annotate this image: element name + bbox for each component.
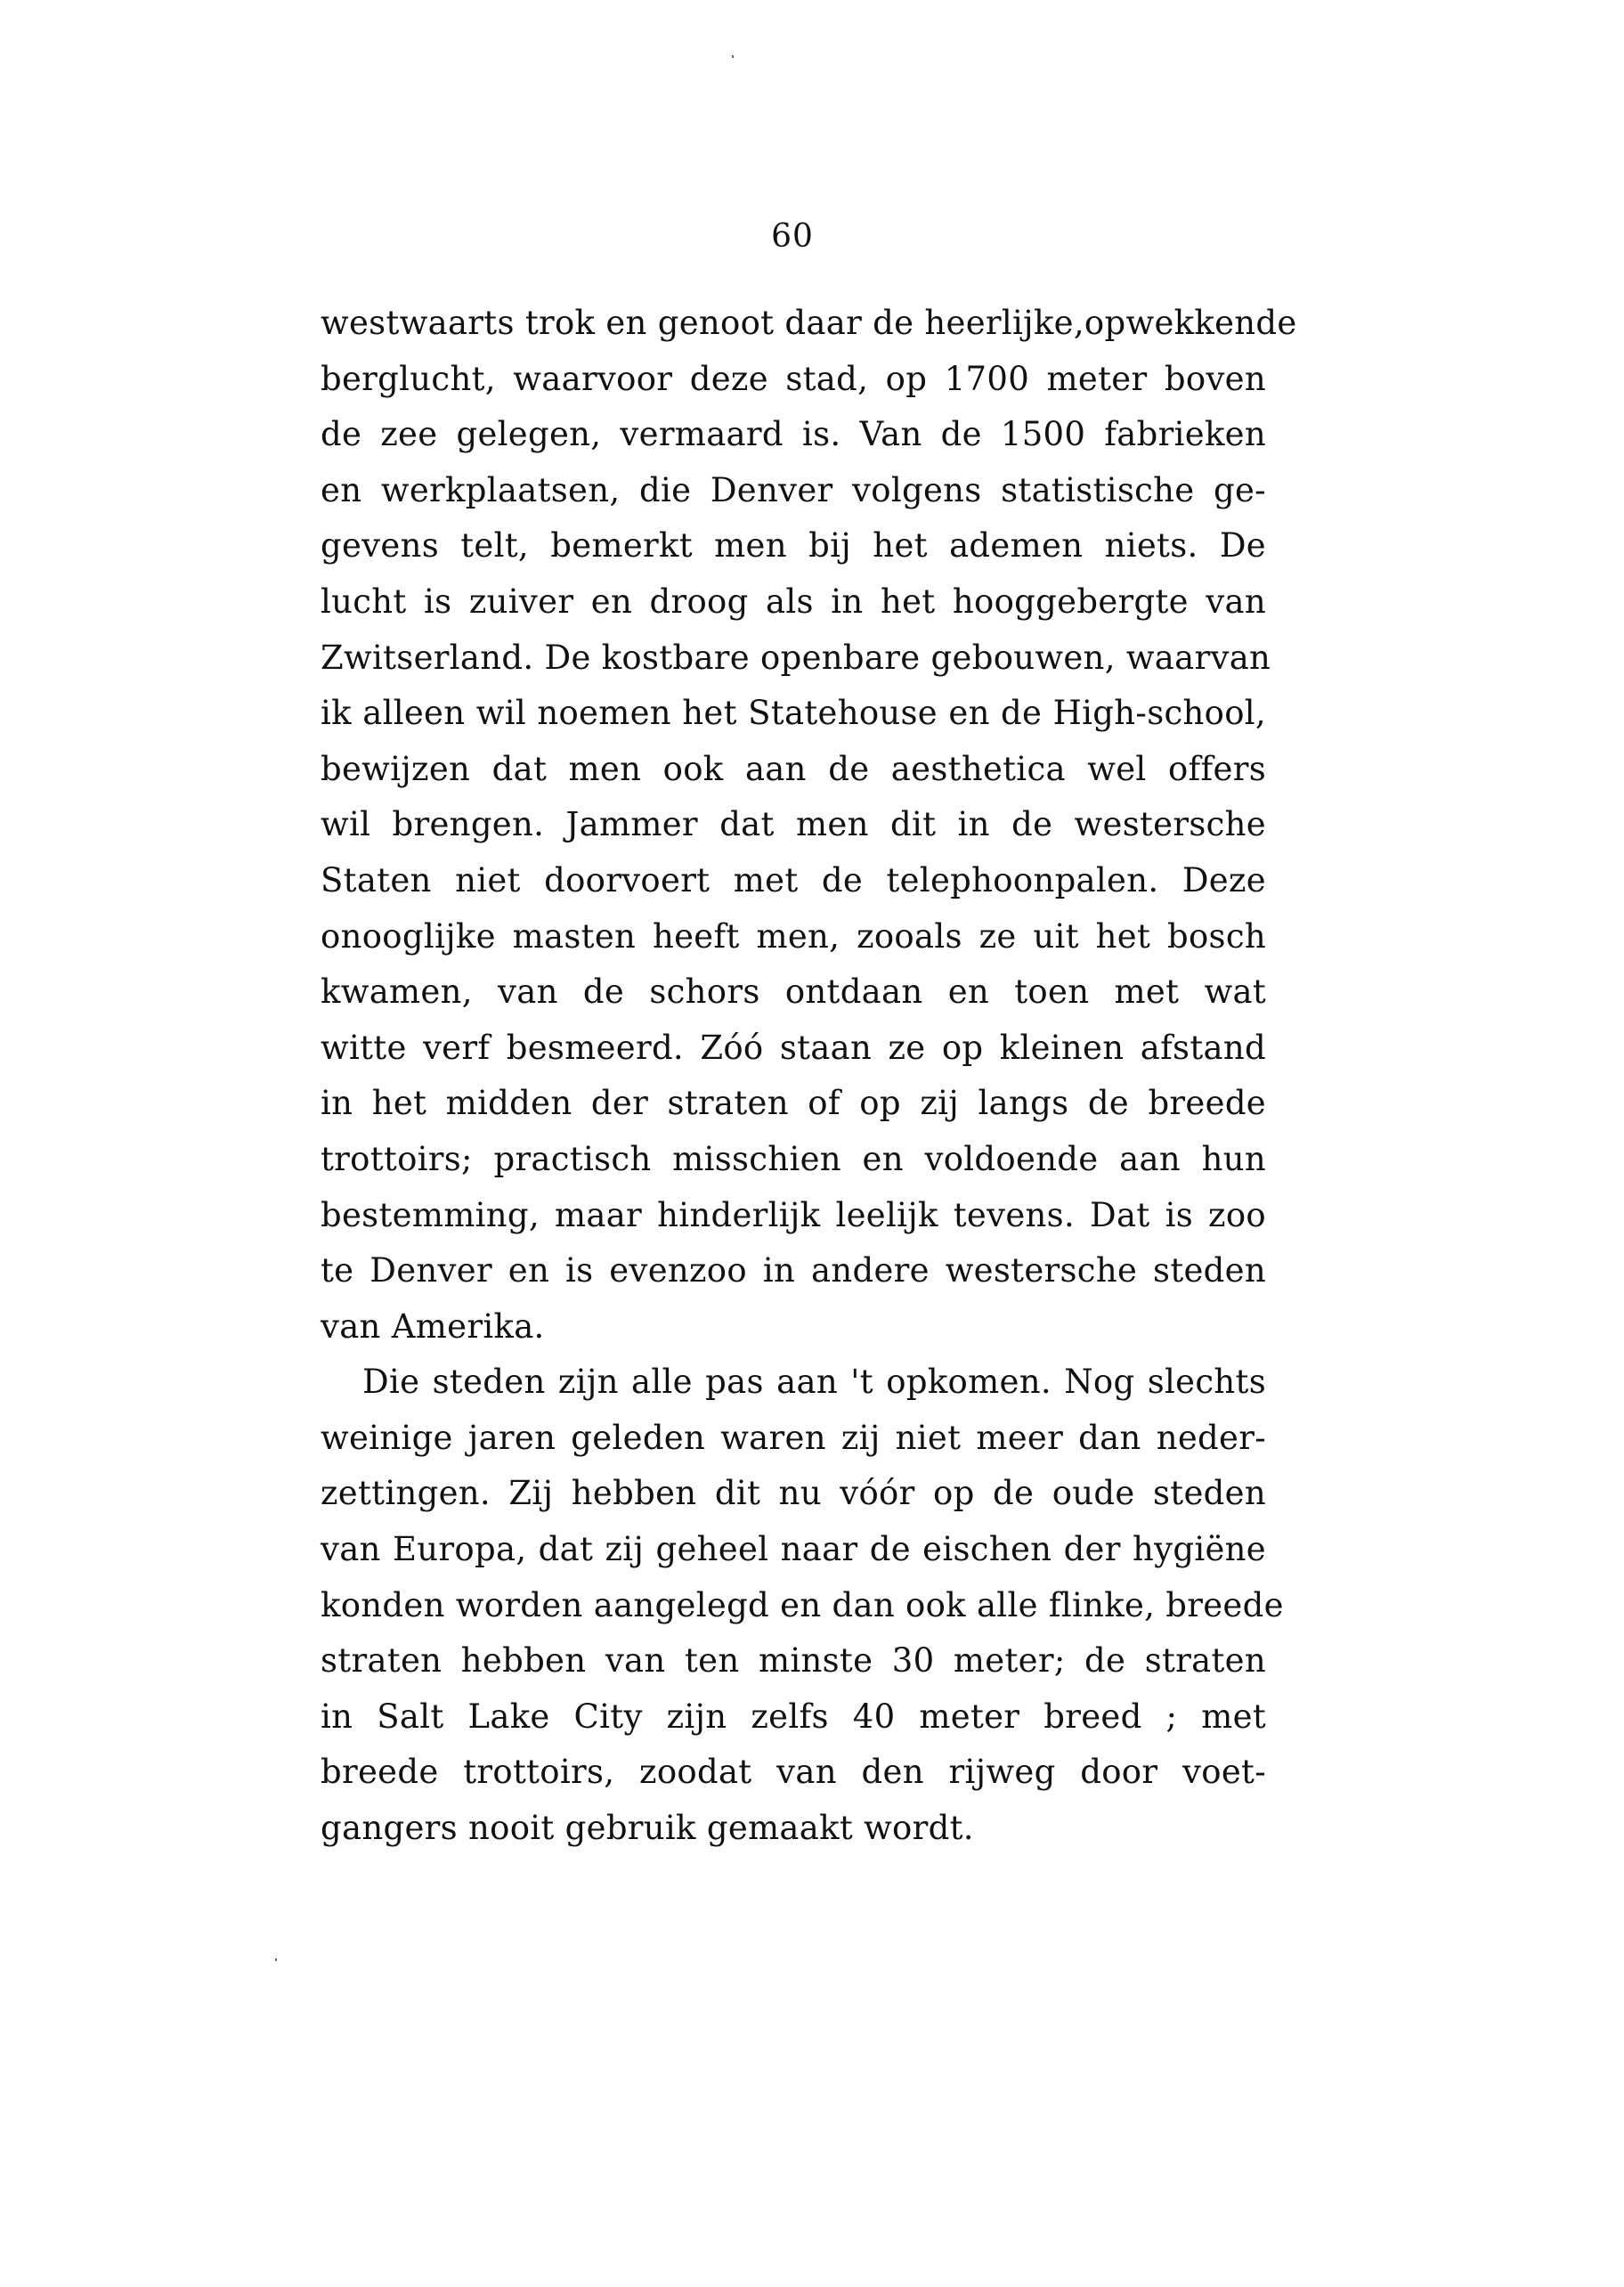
text-line: breede trottoirs, zoodat van den rijweg door voet- <box>321 1753 1266 1792</box>
scan-speck-top <box>732 55 734 58</box>
paragraph-2 <box>321 1355 1284 1856</box>
text-line: trottoirs; practisch misschien en voldoende aan hun <box>321 1139 1266 1178</box>
text-line: in het midden der straten of op zij langs de breede <box>321 1084 1266 1123</box>
text-line: de zee gelegen, vermaard is. Van de 1500 fabrieken <box>321 415 1266 454</box>
text-line: wil brengen. Jammer dat men dit in de westersche <box>321 805 1266 844</box>
text-line: onooglijke masten heeft men, zooals ze uit het bosch <box>321 916 1266 956</box>
body-text <box>321 296 1297 1857</box>
text-line: ik alleen wil noemen het Statehouse en de High-school, <box>321 694 1266 733</box>
text-line: lucht is zuiver en droog als in het hooggebergte van <box>321 582 1266 621</box>
text-line: van Amerika. <box>321 1306 545 1346</box>
text-line: straten hebben van ten minste 30 meter; de straten <box>321 1641 1266 1681</box>
text-line: witte verf besmeerd. Zóó staan ze op kleinen afstand <box>321 1028 1266 1067</box>
scan-speck-bottom <box>275 1958 277 1961</box>
text-line: westwaarts trok en genoot daar de heerlijke,opwekkende <box>321 304 1297 342</box>
text-line: te Denver en is evenzoo in andere westersche steden <box>321 1251 1266 1290</box>
text-line: weinige jaren geleden waren zij niet meer dan neder- <box>321 1418 1266 1457</box>
text-line: bewijzen dat men ook aan de aesthetica wel offers <box>321 749 1266 788</box>
text-line: kwamen, van de schors ontdaan en toen met wat <box>321 973 1266 1012</box>
text-line: berglucht, waarvoor deze stad, op 1700 meter boven <box>321 359 1266 398</box>
text-line: en werkplaatsen, die Denver volgens statistische ge- <box>321 470 1266 509</box>
page-number: 60 <box>771 218 814 255</box>
text-line: Staten niet doorvoert met de telephoonpalen. Deze <box>321 860 1266 899</box>
text-line: Zwitserland. De kostbare openbare gebouwen, waarvan <box>321 638 1271 677</box>
paragraph-1 <box>321 296 1297 1355</box>
text-line: gevens telt, bemerkt men bij het ademen niets. De <box>321 526 1266 566</box>
text-line: in Salt Lake City zijn zelfs 40 meter breed ; met <box>321 1697 1266 1736</box>
text-line: gangers nooit gebruik gemaakt wordt. <box>321 1809 974 1848</box>
text-line: van Europa, dat zij geheel naar de eischen der hygiëne <box>321 1530 1266 1569</box>
text-line: zettingen. Zij hebben dit nu vóór op de oude steden <box>321 1474 1266 1513</box>
text-line: konden worden aangelegd en dan ook alle flinke, breede <box>321 1585 1284 1624</box>
text-line: Die steden zijn alle pas aan 't opkomen. Nog slechts <box>362 1363 1266 1402</box>
text-line: bestemming, maar hinderlijk leelijk tevens. Dat is zoo <box>321 1195 1266 1234</box>
